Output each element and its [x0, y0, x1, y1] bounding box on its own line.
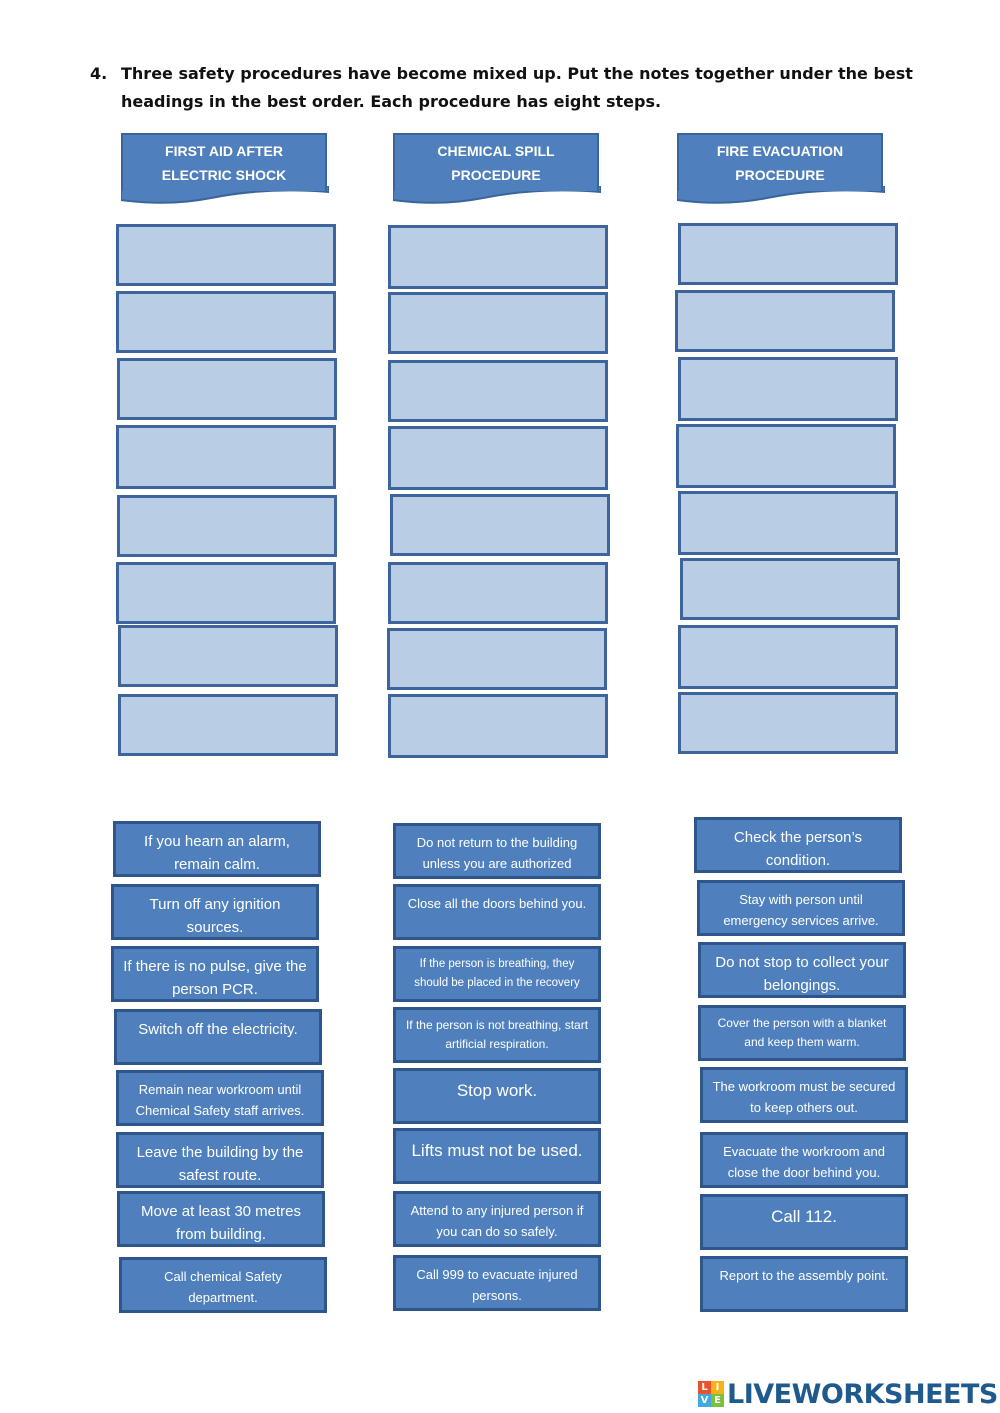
card-text: Switch off the electricity.: [138, 1021, 298, 1038]
draggable-card[interactable]: [114, 1009, 322, 1065]
card-text: Leave the building by the safest route.: [136, 1144, 304, 1184]
drop-slot[interactable]: [117, 495, 337, 557]
card-text: If the person is breathing, they should be placed in the recovery: [414, 958, 580, 989]
draggable-card[interactable]: [116, 1070, 324, 1126]
liveworksheets-logo: [698, 1376, 998, 1412]
drop-slot[interactable]: [116, 562, 336, 624]
draggable-card[interactable]: [700, 1256, 908, 1312]
draggable-card[interactable]: [697, 880, 905, 936]
card-text: Lifts must not be used.: [411, 1141, 583, 1160]
logo-badge-letter: L: [698, 1381, 711, 1394]
card-text: Call 999 to evacuate injured persons.: [416, 1267, 578, 1303]
drop-slot[interactable]: [387, 628, 607, 690]
drop-slot[interactable]: [118, 694, 338, 756]
drop-slot[interactable]: [678, 491, 898, 555]
drop-slot[interactable]: [388, 562, 608, 624]
draggable-card[interactable]: [393, 946, 601, 1002]
drop-slot[interactable]: [678, 692, 898, 754]
card-text: Move at least 30 metres from building.: [140, 1203, 302, 1243]
draggable-card[interactable]: [111, 884, 319, 940]
logo-text: LIVEWORKSHEETS: [727, 1378, 998, 1410]
card-text: Stay with person until emergency services arrive.: [723, 892, 879, 928]
logo-badge-letter: I: [711, 1381, 724, 1394]
card-text: If you hearn an alarm, remain calm.: [144, 833, 290, 873]
logo-badge-letter: V: [698, 1394, 711, 1407]
draggable-card[interactable]: [694, 817, 902, 873]
draggable-card[interactable]: [116, 1132, 324, 1188]
heading-chemical-spill: [393, 133, 599, 191]
draggable-card[interactable]: [700, 1194, 908, 1250]
draggable-card[interactable]: [700, 1067, 908, 1123]
card-text: Attend to any injured person if you can do so safely.: [410, 1203, 584, 1239]
drop-slot[interactable]: [388, 426, 608, 490]
heading-fire-evacuation-label: FIRE EVACUATION PROCEDURE: [716, 143, 844, 183]
card-text: Cover the person with a blanket and keep them warm.: [717, 1016, 887, 1049]
card-text: Close all the doors behind you.: [407, 896, 587, 911]
drop-slot[interactable]: [678, 223, 898, 285]
card-text: Do not stop to collect your belongings.: [715, 954, 889, 994]
drop-slot[interactable]: [388, 360, 608, 422]
heading-first-aid: [121, 133, 327, 191]
draggable-card[interactable]: [393, 823, 601, 879]
draggable-card[interactable]: [700, 1132, 908, 1188]
drop-slot[interactable]: [116, 291, 336, 353]
draggable-card[interactable]: [119, 1257, 327, 1313]
heading-chemical-spill-label: CHEMICAL SPILL PROCEDURE: [437, 143, 555, 183]
draggable-card[interactable]: [698, 942, 906, 998]
drop-slot[interactable]: [676, 424, 896, 488]
drop-slot[interactable]: [388, 225, 608, 289]
card-text: Turn off any ignition sources.: [149, 896, 281, 936]
draggable-card[interactable]: [117, 1191, 325, 1247]
draggable-card[interactable]: [393, 1068, 601, 1124]
card-text: Stop work.: [456, 1081, 538, 1100]
card-text: Do not return to the building unless you are authorized: [416, 835, 578, 871]
drop-slot[interactable]: [388, 694, 608, 758]
drop-slot[interactable]: [680, 558, 900, 620]
draggable-card[interactable]: [393, 1255, 601, 1311]
draggable-card[interactable]: [393, 1007, 601, 1063]
draggable-card[interactable]: [393, 884, 601, 940]
drop-slot[interactable]: [675, 290, 895, 352]
card-text: Call chemical Safety department.: [164, 1269, 282, 1305]
drop-slot[interactable]: [388, 292, 608, 354]
heading-first-aid-label: FIRST AID AFTER ELECTRIC SHOCK: [161, 143, 287, 183]
card-text: Remain near workroom until Chemical Safety staff arrives.: [135, 1082, 305, 1118]
card-text: Report to the assembly point.: [719, 1268, 889, 1283]
logo-badge: [698, 1381, 724, 1407]
draggable-card[interactable]: [113, 821, 321, 877]
draggable-card[interactable]: [111, 946, 319, 1002]
draggable-card[interactable]: [393, 1128, 601, 1184]
drop-slot[interactable]: [390, 494, 610, 556]
drop-slot[interactable]: [116, 425, 336, 489]
card-text: If there is no pulse, give the person PCR.: [123, 958, 307, 998]
card-text: If the person is not breathing, start artificial respiration.: [405, 1018, 589, 1051]
drop-slot[interactable]: [116, 224, 336, 286]
card-text: Evacuate the workroom and close the door behind you.: [723, 1144, 885, 1180]
card-text: Call 112.: [771, 1207, 837, 1226]
instruction-number: 4.: [90, 64, 108, 83]
drop-slot[interactable]: [678, 625, 898, 689]
drop-slot[interactable]: [118, 625, 338, 687]
drop-slot[interactable]: [678, 357, 898, 421]
instruction-text: Three safety procedures have become mixed up. Put the notes together under the best headings in the best order. Each procedure has eight steps.: [121, 64, 913, 111]
draggable-card[interactable]: [698, 1005, 906, 1061]
card-text: The workroom must be secured to keep others out.: [712, 1079, 896, 1115]
draggable-card[interactable]: [393, 1191, 601, 1247]
instruction: [90, 60, 950, 116]
heading-fire-evacuation: [677, 133, 883, 191]
card-text: Check the person’s condition.: [733, 829, 863, 869]
drop-slot[interactable]: [117, 358, 337, 420]
logo-badge-letter: E: [711, 1394, 724, 1407]
